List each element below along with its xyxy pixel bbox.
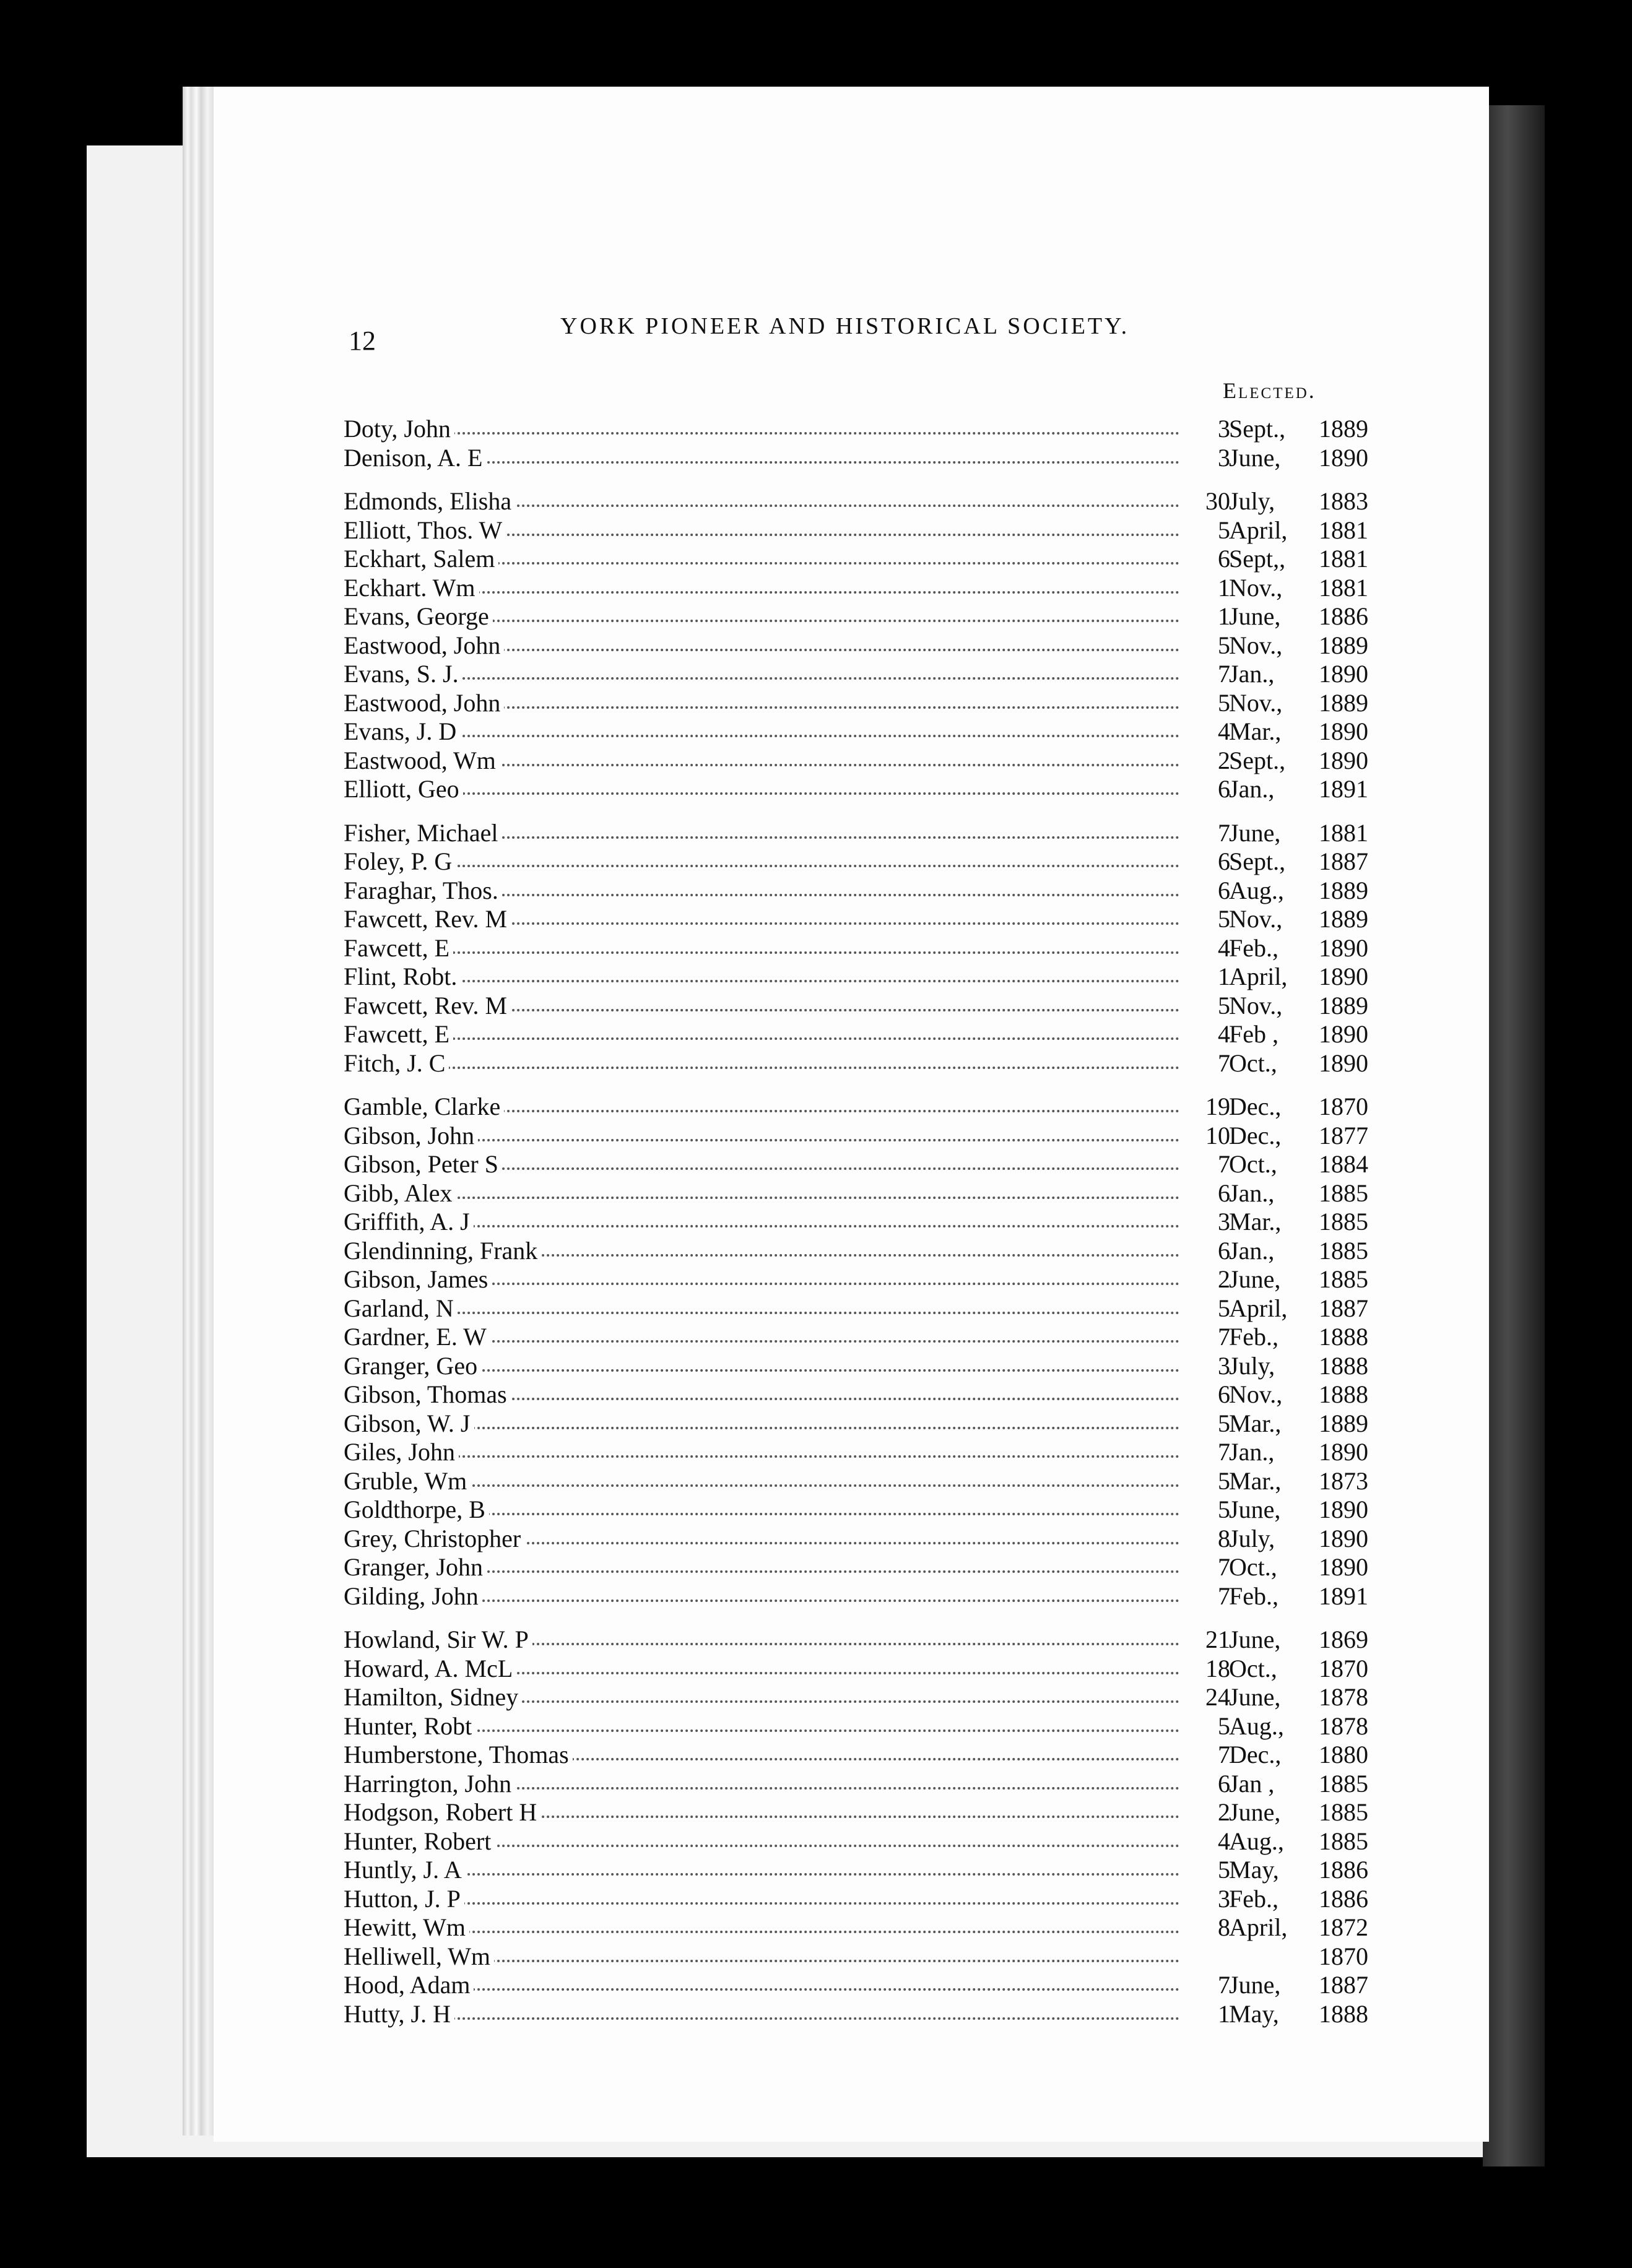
elected-year: 1886	[1319, 602, 1368, 630]
elected-day: 6	[1187, 545, 1230, 574]
member-name: Hunter, Robt	[344, 1712, 475, 1741]
elected-day: 1	[1187, 602, 1230, 631]
elected-year: 1890	[1319, 1438, 1368, 1466]
member-row	[344, 660, 1384, 689]
elected-year: 1890	[1319, 1049, 1368, 1077]
elected-month: July,	[1229, 487, 1275, 515]
page-number: 12	[349, 326, 376, 356]
elected-year: 1885	[1319, 1179, 1368, 1207]
member-name: Huntly, J. A	[344, 1856, 466, 1885]
member-name: Evans, J. D	[344, 717, 460, 747]
elected-year: 1884	[1319, 1150, 1368, 1178]
elected-year: 1887	[1319, 847, 1368, 875]
member-row	[344, 1827, 1384, 1856]
member-name: Fawcett, Rev. M	[344, 905, 511, 934]
elected-year: 1870	[1319, 1654, 1368, 1682]
member-name: Hamilton, Sidney	[344, 1683, 522, 1712]
member-group	[344, 819, 1384, 1078]
elected-month: July,	[1229, 1524, 1275, 1552]
elected-day: 7	[1187, 1150, 1230, 1179]
member-row	[344, 1409, 1384, 1439]
member-name: Gamble, Clarke	[344, 1093, 504, 1122]
member-name: Eastwood, John	[344, 689, 504, 718]
member-name: Gibson, W. J	[344, 1409, 474, 1439]
elected-month: Nov.,	[1229, 905, 1283, 933]
elected-year: 1889	[1319, 905, 1368, 933]
member-name: Eastwood, John	[344, 631, 504, 660]
elected-day: 7	[1187, 1971, 1230, 2000]
member-list	[344, 415, 1384, 2043]
member-name: Helliwell, Wm	[344, 1942, 494, 1972]
elected-year: 1869	[1319, 1625, 1368, 1653]
member-name: Granger, John	[344, 1553, 487, 1582]
elected-month: Jan.,	[1229, 660, 1275, 688]
elected-day: 5	[1187, 905, 1230, 934]
elected-year: 1891	[1319, 1582, 1368, 1610]
elected-year: 1890	[1319, 933, 1368, 962]
elected-day: 3	[1187, 1352, 1230, 1381]
elected-year: 1870	[1319, 1093, 1368, 1120]
elected-month: May,	[1229, 1999, 1279, 2028]
dot-leader	[344, 1455, 1179, 1458]
elected-month: Nov.,	[1229, 1380, 1283, 1408]
elected-month: Oct.,	[1229, 1654, 1277, 1682]
elected-year: 1888	[1319, 1323, 1368, 1351]
dot-leader	[344, 980, 1179, 982]
elected-month: Feb.,	[1229, 933, 1278, 962]
member-name: Humberstone, Thomas	[344, 1741, 573, 1770]
member-row	[344, 1683, 1384, 1712]
elected-month: April,	[1229, 963, 1288, 990]
member-name: Howland, Sir W. P	[344, 1625, 532, 1655]
member-name: Hewitt, Wm	[344, 1913, 469, 1942]
member-name: Granger, Geo	[344, 1352, 481, 1381]
member-name: Eastwood, Wm	[344, 747, 500, 776]
elected-day: 7	[1187, 1582, 1230, 1611]
dot-leader	[344, 1197, 1179, 1199]
member-row	[344, 1942, 1384, 1972]
elected-year: 1889	[1319, 688, 1368, 717]
elected-month: July,	[1229, 1351, 1275, 1380]
member-name: Eckhart, Salem	[344, 545, 498, 574]
elected-day: 8	[1187, 1525, 1230, 1554]
elected-month: Sept.,	[1229, 415, 1286, 443]
elected-day: 7	[1187, 819, 1230, 848]
member-row	[344, 1625, 1384, 1655]
elected-day: 5	[1187, 1856, 1230, 1885]
dot-leader	[344, 951, 1179, 954]
elected-month: Feb ,	[1229, 1020, 1278, 1048]
elected-day: 5	[1187, 1467, 1230, 1496]
member-group	[344, 1093, 1384, 1611]
elected-day: 5	[1187, 516, 1230, 545]
dot-leader	[344, 1902, 1179, 1905]
elected-month: Feb.,	[1229, 1323, 1278, 1351]
elected-year: 1890	[1319, 660, 1368, 688]
elected-year: 1887	[1319, 1294, 1368, 1322]
member-row	[344, 545, 1384, 574]
elected-year: 1888	[1319, 1999, 1368, 2028]
member-row	[344, 574, 1384, 603]
member-row	[344, 717, 1384, 747]
elected-year: 1888	[1319, 1380, 1368, 1408]
member-row	[344, 487, 1384, 516]
elected-month: June,	[1229, 1798, 1281, 1826]
member-row	[344, 992, 1384, 1021]
elected-year: 1889	[1319, 876, 1368, 904]
elected-day: 7	[1187, 1323, 1230, 1352]
elected-day: 6	[1187, 1770, 1230, 1799]
elected-day: 5	[1187, 689, 1230, 718]
elected-day: 3	[1187, 444, 1230, 473]
member-row	[344, 1179, 1384, 1208]
member-name: Howard, A. McL	[344, 1655, 516, 1684]
elected-month: Nov.,	[1229, 688, 1283, 717]
elected-month: June,	[1229, 1265, 1281, 1293]
member-name: Hood, Adam	[344, 1971, 474, 2000]
member-row	[344, 1495, 1384, 1525]
elected-day: 4	[1187, 1827, 1230, 1856]
dot-leader	[344, 735, 1179, 737]
member-row	[344, 516, 1384, 545]
elected-day: 8	[1187, 1913, 1230, 1942]
elected-day: 1	[1187, 574, 1230, 603]
member-group	[344, 487, 1384, 804]
elected-day: 2	[1187, 1798, 1230, 1827]
dot-leader	[344, 792, 1179, 795]
elected-day: 4	[1187, 1020, 1230, 1049]
elected-month: Sept.,	[1229, 847, 1286, 875]
member-row	[344, 1770, 1384, 1799]
elected-day: 4	[1187, 717, 1230, 747]
elected-day: 5	[1187, 631, 1230, 660]
member-row	[344, 1020, 1384, 1049]
member-row	[344, 1885, 1384, 1914]
dot-leader	[344, 1037, 1179, 1040]
elected-year: 1889	[1319, 1409, 1368, 1437]
elected-day: 5	[1187, 1495, 1230, 1525]
member-name: Grey, Christopher	[344, 1525, 524, 1554]
elected-column-header: Elected.	[1223, 378, 1316, 403]
elected-year: 1877	[1319, 1121, 1368, 1149]
member-row	[344, 1438, 1384, 1467]
elected-month: Mar.,	[1229, 1466, 1282, 1495]
elected-month: Feb.,	[1229, 1582, 1278, 1610]
member-row	[344, 1150, 1384, 1179]
member-name: Gibson, Thomas	[344, 1380, 511, 1409]
elected-day: 24	[1187, 1683, 1230, 1712]
member-row	[344, 847, 1384, 876]
member-row	[344, 1582, 1384, 1611]
member-row	[344, 1553, 1384, 1582]
elected-month: Aug.,	[1229, 1827, 1284, 1855]
member-name: Edmonds, Elisha	[344, 487, 515, 516]
member-name: Hodgson, Robert H	[344, 1798, 540, 1827]
member-row	[344, 1323, 1384, 1352]
member-row	[344, 1913, 1384, 1942]
dot-leader	[344, 677, 1179, 680]
elected-month: April,	[1229, 1913, 1288, 1941]
elected-month: Jan ,	[1229, 1769, 1275, 1798]
member-name: Hutton, J. P	[344, 1885, 464, 1914]
member-row	[344, 1525, 1384, 1554]
member-name: Gardner, E. W	[344, 1323, 490, 1352]
member-name: Eckhart. Wm	[344, 574, 479, 603]
elected-year: 1873	[1319, 1466, 1368, 1495]
member-name: Gruble, Wm	[344, 1467, 471, 1496]
member-row	[344, 905, 1384, 934]
elected-month: Dec.,	[1229, 1121, 1282, 1149]
elected-year: 1885	[1319, 1827, 1368, 1855]
member-row	[344, 934, 1384, 963]
elected-day: 7	[1187, 1553, 1230, 1582]
member-row	[344, 1380, 1384, 1409]
elected-day: 3	[1187, 1208, 1230, 1237]
elected-year: 1885	[1319, 1265, 1368, 1293]
elected-day: 6	[1187, 876, 1230, 906]
elected-year: 1870	[1319, 1942, 1368, 1970]
elected-day: 30	[1187, 487, 1230, 516]
elected-month: Mar.,	[1229, 1208, 1282, 1236]
elected-year: 1890	[1319, 746, 1368, 774]
elected-year: 1885	[1319, 1208, 1368, 1236]
elected-year: 1890	[1319, 963, 1368, 990]
elected-month: Jan.,	[1229, 1236, 1275, 1265]
elected-year: 1878	[1319, 1712, 1368, 1740]
member-row	[344, 1294, 1384, 1323]
elected-month: Jan.,	[1229, 1179, 1275, 1207]
elected-year: 1881	[1319, 818, 1368, 847]
elected-year: 1878	[1319, 1683, 1368, 1711]
member-name: Gibson, James	[344, 1265, 492, 1294]
member-row	[344, 1655, 1384, 1684]
elected-month: April,	[1229, 1294, 1288, 1322]
member-row	[344, 819, 1384, 848]
elected-month: Jan.,	[1229, 775, 1275, 803]
running-title: YORK PIONEER AND HISTORICAL SOCIETY.	[560, 313, 1130, 339]
member-row	[344, 1467, 1384, 1496]
member-name: Fawcett, E	[344, 1020, 453, 1049]
elected-month: June,	[1229, 443, 1281, 472]
member-name: Garland, N	[344, 1294, 458, 1323]
elected-month: June,	[1229, 1683, 1281, 1711]
elected-day: 6	[1187, 847, 1230, 876]
dot-leader	[344, 1312, 1179, 1314]
elected-day: 4	[1187, 934, 1230, 963]
elected-day: 7	[1187, 660, 1230, 689]
elected-month: June,	[1229, 1495, 1281, 1523]
member-row	[344, 1798, 1384, 1827]
elected-day: 1	[1187, 963, 1230, 992]
elected-day: 5	[1187, 1294, 1230, 1323]
elected-day: 3	[1187, 415, 1230, 444]
elected-year: 1890	[1319, 1524, 1368, 1552]
elected-year: 1885	[1319, 1769, 1368, 1798]
elected-year: 1889	[1319, 631, 1368, 659]
member-row	[344, 1741, 1384, 1770]
elected-day: 10	[1187, 1122, 1230, 1151]
dot-leader	[344, 1067, 1179, 1069]
elected-month: May,	[1229, 1856, 1279, 1884]
elected-day: 5	[1187, 992, 1230, 1021]
dot-leader	[344, 432, 1179, 435]
member-name: Fisher, Michael	[344, 819, 501, 848]
elected-year: 1890	[1319, 1553, 1368, 1581]
page-edges	[183, 87, 214, 2136]
member-group	[344, 1625, 1384, 2028]
member-row	[344, 1265, 1384, 1294]
elected-month: Jan.,	[1229, 1438, 1275, 1466]
elected-month: Dec.,	[1229, 1741, 1282, 1768]
elected-month: Nov.,	[1229, 991, 1283, 1019]
member-name: Foley, P. G	[344, 847, 456, 876]
elected-day: 21	[1187, 1625, 1230, 1655]
member-name: Fawcett, Rev. M	[344, 992, 511, 1021]
elected-year: 1886	[1319, 1884, 1368, 1913]
member-group	[344, 415, 1384, 472]
member-name: Griffith, A. J	[344, 1208, 474, 1237]
member-name: Gibson, John	[344, 1122, 478, 1151]
elected-month: Mar.,	[1229, 717, 1282, 745]
member-name: Goldthorpe, B	[344, 1495, 489, 1525]
elected-year: 1887	[1319, 1971, 1368, 1999]
elected-year: 1881	[1319, 573, 1368, 602]
elected-month: Nov.,	[1229, 631, 1283, 659]
dot-leader	[344, 1873, 1179, 1876]
member-row	[344, 2000, 1384, 2029]
elected-year: 1891	[1319, 775, 1368, 803]
elected-day: 5	[1187, 1409, 1230, 1439]
elected-year: 1889	[1319, 991, 1368, 1019]
member-name: Faraghar, Thos.	[344, 876, 502, 906]
member-name: Denison, A. E	[344, 444, 486, 473]
elected-year: 1886	[1319, 1856, 1368, 1884]
member-name: Evans, George	[344, 602, 493, 631]
elected-day: 3	[1187, 1885, 1230, 1914]
elected-month: Aug.,	[1229, 1712, 1284, 1740]
elected-year: 1888	[1319, 1351, 1368, 1380]
elected-year: 1880	[1319, 1741, 1368, 1768]
member-row	[344, 444, 1384, 473]
member-row	[344, 1208, 1384, 1237]
member-name: Gilding, John	[344, 1582, 482, 1611]
elected-month: June,	[1229, 1625, 1281, 1653]
elected-day: 2	[1187, 1265, 1230, 1294]
elected-month: Oct.,	[1229, 1150, 1277, 1178]
elected-day: 1	[1187, 2000, 1230, 2029]
member-name: Flint, Robt.	[344, 963, 461, 992]
member-name: Fawcett, E	[344, 934, 453, 963]
elected-year: 1883	[1319, 487, 1368, 515]
elected-month: Oct.,	[1229, 1553, 1277, 1581]
elected-year: 1890	[1319, 1020, 1368, 1048]
elected-year: 1889	[1319, 415, 1368, 443]
member-row	[344, 775, 1384, 804]
elected-year: 1890	[1319, 443, 1368, 472]
elected-day: 18	[1187, 1655, 1230, 1684]
elected-day: 19	[1187, 1093, 1230, 1122]
elected-day: 6	[1187, 775, 1230, 804]
elected-day: 6	[1187, 1237, 1230, 1266]
member-name: Hutty, J. H	[344, 2000, 454, 2029]
member-name: Gibb, Alex	[344, 1179, 456, 1208]
member-row	[344, 876, 1384, 906]
elected-day: 6	[1187, 1179, 1230, 1208]
member-row	[344, 631, 1384, 660]
member-name: Glendinning, Frank	[344, 1237, 541, 1266]
elected-month: Mar.,	[1229, 1409, 1282, 1437]
elected-month: Sept.,	[1229, 746, 1286, 774]
elected-day: 7	[1187, 1438, 1230, 1467]
elected-year: 1881	[1319, 516, 1368, 544]
elected-year: 1890	[1319, 1495, 1368, 1523]
elected-year: 1890	[1319, 717, 1368, 745]
elected-day: 5	[1187, 1712, 1230, 1741]
elected-month: Feb.,	[1229, 1884, 1278, 1913]
member-row	[344, 1971, 1384, 2000]
member-name: Elliott, Thos. W	[344, 516, 506, 545]
member-row	[344, 1122, 1384, 1151]
member-name: Elliott, Geo	[344, 775, 463, 804]
member-row	[344, 1352, 1384, 1381]
elected-month: Nov.,	[1229, 573, 1283, 602]
elected-month: Oct.,	[1229, 1049, 1277, 1077]
member-name: Giles, John	[344, 1438, 459, 1467]
member-row	[344, 415, 1384, 444]
member-name: Evans, S. J.	[344, 660, 462, 689]
member-row	[344, 689, 1384, 718]
dot-leader	[344, 865, 1179, 867]
elected-month: April,	[1229, 516, 1288, 544]
elected-month: June,	[1229, 1971, 1281, 1999]
elected-year: 1885	[1319, 1236, 1368, 1265]
member-name: Fitch, J. C	[344, 1049, 449, 1078]
member-row	[344, 1856, 1384, 1885]
member-row	[344, 747, 1384, 776]
member-name: Harrington, John	[344, 1770, 515, 1799]
elected-year: 1885	[1319, 1798, 1368, 1826]
member-row	[344, 602, 1384, 631]
elected-day: 7	[1187, 1049, 1230, 1078]
elected-month: June,	[1229, 602, 1281, 630]
page-shadow	[1483, 105, 1545, 2166]
member-row	[344, 963, 1384, 992]
elected-day: 7	[1187, 1741, 1230, 1770]
member-name: Hunter, Robert	[344, 1827, 495, 1856]
dot-leader	[344, 2017, 1179, 2020]
elected-month: June,	[1229, 818, 1281, 847]
member-row	[344, 1093, 1384, 1122]
elected-year: 1872	[1319, 1913, 1368, 1941]
elected-year: 1881	[1319, 545, 1368, 573]
elected-day: 6	[1187, 1380, 1230, 1409]
elected-month: Sept,,	[1229, 545, 1286, 573]
member-row	[344, 1712, 1384, 1741]
elected-month: Dec.,	[1229, 1093, 1282, 1120]
elected-day: 2	[1187, 747, 1230, 776]
member-row	[344, 1049, 1384, 1078]
member-name: Doty, John	[344, 415, 454, 444]
member-name: Gibson, Peter S	[344, 1150, 502, 1179]
elected-month: Aug.,	[1229, 876, 1284, 904]
member-row	[344, 1237, 1384, 1266]
